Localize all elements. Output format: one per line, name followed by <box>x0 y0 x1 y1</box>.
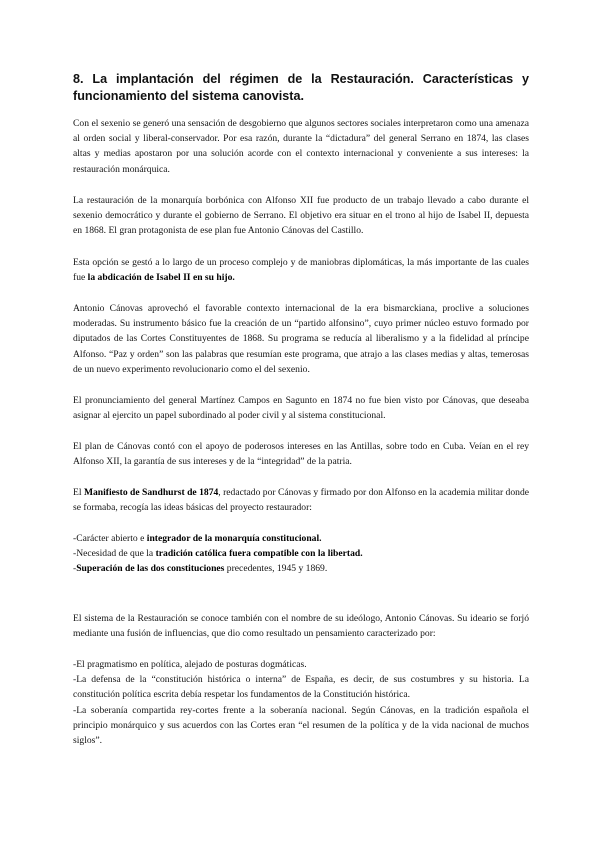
manifiesto-emphasis: Manifiesto de Sandhurst de 1874 <box>83 487 219 498</box>
section-heading: 8. La implantación del régimen de la Restauración. Características y funcionamiento del sistema canovista. <box>73 72 529 103</box>
paragraph-ideario: El sistema de la Restauración se conoce también con el nombre de su ideólogo, Antonio Cánovas. Su ideario se forjó mediante una fusión de influencias, que dio como resultado un pensamiento caracterizado por: <box>73 613 529 640</box>
list-item: -La soberanía compartida rey-cortes frente a la soberanía nacional. Según Cánovas, en la tradición española el principio monárquico y sus acuerdos con las Cortes eran “el resumen de la política y de la vida nacional de muchos siglos”. <box>73 704 529 747</box>
list-item-emphasis: integrador de la monarquía constitucional. <box>146 533 322 544</box>
paragraph-canovas: Antonio Cánovas aprovechó el favorable contexto internacional de la era bismarckiana, proclive a soluciones moderadas. Su instrumento básico fue la creación de un “partido alfonsino”, cuyo primer núcleo estuvo formado por diputados de las Cortes Constituyentes de 1868. Su programa se reducía al liberalismo y a la fidelidad al príncipe Alfonso. “Paz y orden” son las palabras que resumían este programa, que atrajo a las clases medias y altas, temerosas de un nuevo experimento revolucionario como el del sexenio. <box>73 303 529 375</box>
list-item-text: -Carácter abierto e <box>73 533 147 544</box>
ideario-list <box>73 657 529 748</box>
manifiesto-text-start: El <box>73 487 84 498</box>
abdicacion-text: Esta opción se gestó a lo largo de un proceso complejo y de maniobras diplomáticas, la más importante de las cuales fue <box>73 257 529 284</box>
list-item: -El pragmatismo en política, alejado de posturas dogmáticas. <box>73 659 307 670</box>
list-item-text: - <box>73 563 77 575</box>
list-item-text: -Necesidad de que la <box>73 548 156 560</box>
list-item-emphasis: Superación de las dos constituciones <box>76 563 225 575</box>
list-item <box>73 531 529 546</box>
list-item-text: precedentes, 1945 y 1869. <box>224 563 328 575</box>
abdicacion-emphasis: la abdicación de Isabel II en su hijo. <box>87 272 235 284</box>
list-item <box>73 561 529 576</box>
paragraph-pronunciamiento: El pronunciamiento del general Martínez Campos en Sagunto en 1874 no fue bien visto por Cánovas, que deseaba asignar al ejercito un papel subordinado al poder civil y al sistema constitucional. <box>73 395 529 422</box>
paragraph-sexenio: Con el sexenio se generó una sensación de desgobierno que algunos sectores sociales interpretaron como una amenaza al orden social y liberal-conservador. Por esa razón, durante la “dictadura” del general Serrano en 1874, las clases altas y medias apostaron por una solución acorde con el contexto internacional y conveniente a sus intereses: la restauración monárquica. <box>73 118 529 175</box>
paragraph-restauracion: La restauración de la monarquía borbónica con Alfonso XII fue producto de un trabajo llevado a cabo durante el sexenio democrático y durante el gobierno de Serrano. El objetivo era situar en el trono al hijo de Isabel II, depuesta en 1868. El gran protagonista de ese plan fue Antonio Cánovas del Castillo. <box>73 195 529 237</box>
paragraph-manifiesto <box>73 485 529 515</box>
list-item: -La defensa de la “constitución histórica o interna” de España, es decir, de sus costumbres y su historia. La constitución política escrita debía respetar los fundamentos de la Constitución histórica. <box>73 674 529 701</box>
manifiesto-list <box>73 531 529 577</box>
paragraph-abdicacion <box>73 255 529 285</box>
manifiesto-text-end: , redactado por Cánovas y firmado por don Alfonso en la academia militar donde se formaba, recogía las ideas básicas del proyecto restaurador: <box>73 487 529 514</box>
paragraph-antillas: El plan de Cánovas contó con el apoyo de poderosos intereses en las Antillas, sobre todo en Cuba. Veían en el rey Alfonso XII, la garantía de sus intereses y de la “integridad” de la patria. <box>73 441 529 468</box>
list-item <box>73 546 529 561</box>
list-item-emphasis: tradición católica fuera compatible con la libertad. <box>155 548 363 560</box>
